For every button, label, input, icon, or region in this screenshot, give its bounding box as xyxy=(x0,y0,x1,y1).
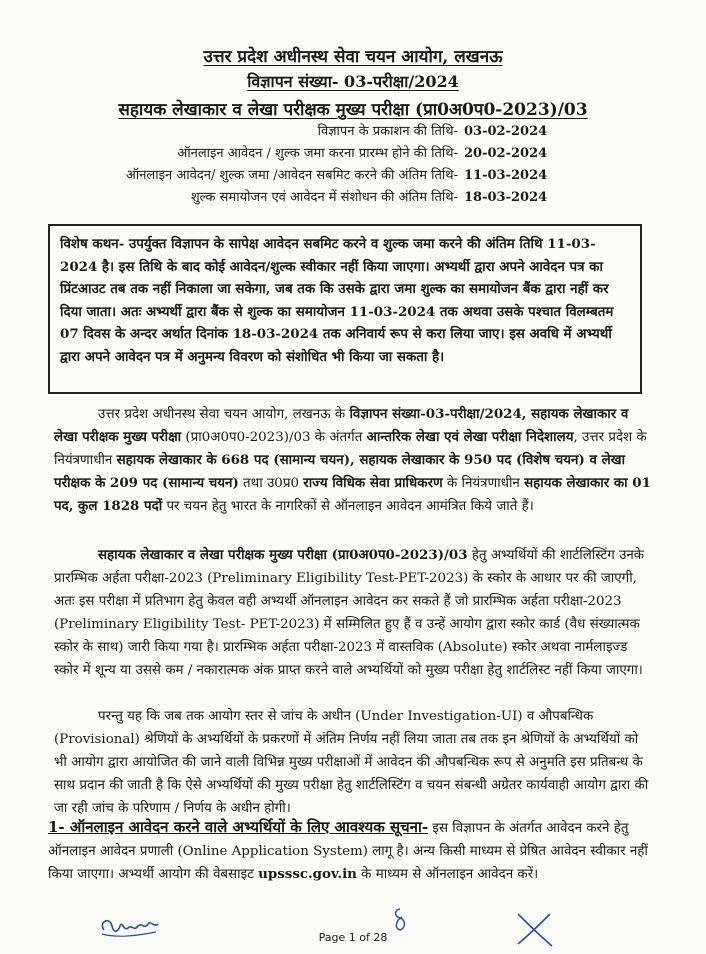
handwritten-mark-right xyxy=(512,910,556,950)
section-heading: 1- ऑनलाइन आवेदन करने वाले अभ्यर्थियों के लिए आवश्यक सूचना- xyxy=(48,818,429,836)
special-notice-box xyxy=(48,224,642,394)
paragraph-intro: उत्तर प्रदेश अधीनस्थ सेवा चयन आयोग, लखनऊ के विज्ञापन संख्या-03-परीक्षा/2024, सहायक लेखाकार व लेखा परीक्षक मुख्य परीक्षा (प्रा0अ0प0-2023)/03 के अंतर्गत आन्तरिक लेखा एवं लेखा परीक्षा निदेशालय, उत्तर प्रदेश के नियंत्रणाधीन सहायक लेखाकार के 668 पद (सामान्य चयन), सहायक लेखाकार के 950 पद (विशेष चयन) व लेखा परीक्षक के 209 पद (सामान्य चयन) तथा उ0प्र0 राज्य विधिक सेवा प्राधिकरण के नियंत्रणाधीन सहायक लेखाकार का 01 पद, कुल 1828 पदों पर चयन हेतु भारत के नागरिकों से ऑनलाइन आवेदन आमंत्रित किये जाते हैं। xyxy=(54,406,651,514)
paragraph-provisional: परन्तु यह कि जब तक आयोग स्तर से जांच के अधीन (Under Investigation-UI) व औपबन्धिक (Provisional) श्रेणियों के अभ्यर्थियों के प्रकरणों में अंतिम निर्णय नहीं लिया जाता तब तक इन श्रेणियों के अभ्यर्थियों को भी आयोग द्वारा आयोजित की जाने वाली विभिन्न मुख्य परीक्षाओं में आवेदन की औपबन्धिक रूप से अनुमति इस प्रतिबन्ध के साथ प्रदान की जाती है कि ऐसे अभ्यर्थियों की मुख्य परीक्षा हेतु शार्टलिस्टिंग व चयन संबन्धी अग्रेतर कार्यवाही आयोग द्वारा की जा रही जांच के परिणाम / निर्णय के अधीन होगी। xyxy=(54,709,649,816)
paragraph-shortlisting: सहायक लेखाकार व लेखा परीक्षक मुख्य परीक्षा (प्रा0अ0प0-2023)/03 हेतु अभ्यर्थियों की शार्टलिस्टिंग उनके प्रारम्भिक अर्हता परीक्षा-2023 (Preliminary Eligibility Test-PET-2023) के स्कोर के आधार पर की जाएगी, अतः इस परीक्षा में प्रतिभाग हेतु केवल वही अभ्यर्थी ऑनलाइन आवेदन कर सकते हैं जो प्रारम्भिक अर्हता परीक्षा-2023 (Preliminary Eligibility Test- PET-2023) में सम्मिलित हुए हैं व उन्हें आयोग द्वारा स्कोर कार्ड (वैध संख्यात्मक स्कोर के साथ) जारी किया गया है। प्रारम्भिक अर्हता परीक्षा-2023 में वास्तविक (Absolute) स्कोर अथवा नार्मलाइज्ड स्कोर में शून्य या उससे कम / नकारात्मक अंक प्राप्त करने वाले अभ्यर्थियों को मुख्य परीक्षा हेतु शार्टलिस्ट नहीं किया जाएगा। xyxy=(54,547,645,678)
date-row: ऑनलाइन आवेदन/ शुल्क जमा /आवेदन सबमिट करने की अंतिम तिथि- 11-03-2024 xyxy=(125,168,548,183)
date-row: शुल्क समायोजन एवं आवेदन में संशोधन की अंतिम तिथि- 18-03-2024 xyxy=(190,190,548,205)
exam-title: सहायक लेखाकार व लेखा परीक्षक मुख्य परीक्षा (प्रा0अ0प0-2023)/03 xyxy=(118,100,588,120)
advertisement-number: विज्ञापन संख्या- 03-परीक्षा/2024 xyxy=(247,72,459,91)
page-number: Page 1 of 28 xyxy=(318,931,388,944)
special-notice-text: विशेष कथन- उपर्युक्त विज्ञापन के सापेक्ष आवेदन सबमिट करने व शुल्क जमा करने की अंतिम तिथि 11-03-2024 है। इस तिथि के बाद कोई आवेदन/शुल्क स्वीकार नहीं किया जाएगा। अभ्यर्थी द्वारा अपने आवेदन पत्र का प्रिंटआउट तब तक नहीं निकाला जा सकेगा, जब तक कि उसके द्वारा जमा शुल्क का समायोजन बैंक द्वारा नहीं कर दिया जाता। अतः अभ्यर्थी द्वारा बैंक से शुल्क का समायोजन 11-03-2024 तक अथवा उसके पश्चात विलम्बतम 07 दिवस के अन्दर अर्थात दिनांक 18-03-2024 तक अनिवार्य रूप से करा लिया जाए। इस अवधि में अभ्यर्थी द्वारा अपने आवेदन पत्र में अनुमन्य विवरण को संशोधित भी किया जा सकता है। xyxy=(60,236,614,365)
section-online-application: 1- ऑनलाइन आवेदन करने वाले अभ्यर्थियों के लिए आवश्यक सूचना- इस विज्ञापन के अंतर्गत आवेदन करने हेतु ऑनलाइन आवेदन प्रणाली (Online Application System) लागू है। अन्य किसी माध्यम से प्रेषित आवेदन स्वीकार नहीं किया जाएगा। अभ्यर्थी आयोग की वेबसाइट upsssc.gov.in के माध्यम से ऑनलाइन आवेदन करें। xyxy=(48,818,648,882)
date-row: विज्ञापन के प्रकाशन की तिथि- 03-02-2024 xyxy=(317,124,548,139)
org-title: उत्तर प्रदेश अधीनस्थ सेवा चयन आयोग, लखनऊ xyxy=(203,47,503,67)
website-link[interactable]: upsssc.gov.in xyxy=(258,866,357,882)
important-dates xyxy=(126,121,556,209)
date-row: ऑनलाइन आवेदन / शुल्क जमा करना प्रारम्भ होने की तिथि- 20-02-2024 xyxy=(177,146,548,161)
